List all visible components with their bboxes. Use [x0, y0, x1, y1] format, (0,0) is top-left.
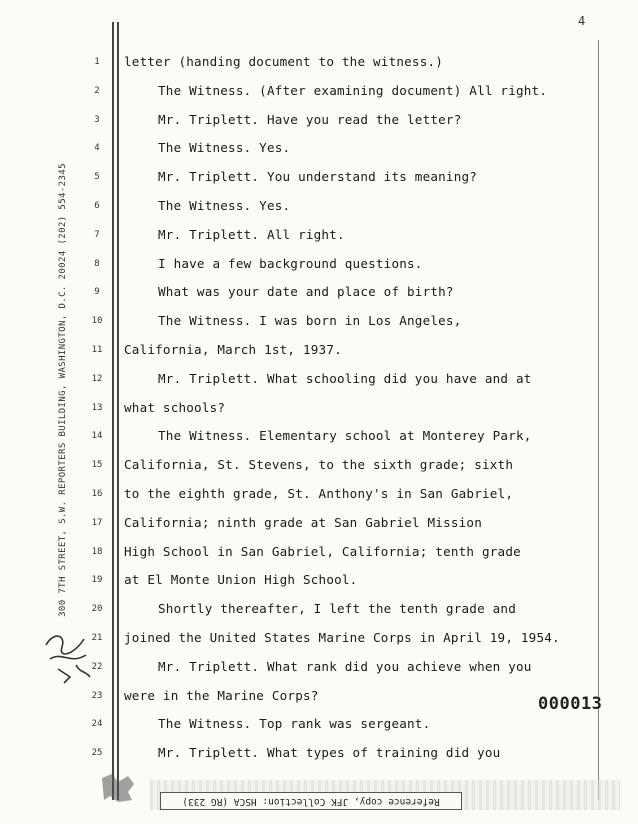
- transcript-line: [0, 192, 638, 221]
- line-number: 4: [94, 143, 100, 154]
- line-text: The Witness. Top rank was sergeant.: [158, 716, 431, 732]
- page-number: 4: [578, 14, 586, 28]
- transcript-line: [0, 451, 638, 480]
- line-text: what schools?: [124, 399, 226, 415]
- reporter-address: 300 7TH STREET, S.W. REPORTERS BUILDING, WASHINGTON, D.C. 20024 (202) 554-2345: [58, 163, 68, 617]
- line-text: California, St. Stevens, to the sixth grade; sixth: [124, 457, 514, 473]
- line-text: Mr. Triplett. What types of training did you: [158, 745, 501, 761]
- line-number: 13: [91, 402, 103, 413]
- transcript-line: [0, 106, 638, 135]
- line-number: 11: [91, 344, 103, 355]
- line-text: California, March 1st, 1937.: [124, 341, 342, 357]
- scan-smudge-icon: [98, 770, 138, 806]
- line-number: 20: [91, 604, 103, 615]
- line-text: Mr. Triplett. You understand its meaning?: [158, 169, 478, 185]
- line-number: 2: [94, 85, 100, 96]
- transcript-line: [0, 250, 638, 279]
- transcript-line: [0, 48, 638, 77]
- line-number: 3: [94, 114, 100, 125]
- transcript-line: [0, 134, 638, 163]
- line-text: Mr. Triplett. What rank did you achieve when you: [158, 658, 532, 674]
- line-number: 25: [91, 748, 103, 759]
- reference-copy-label: [160, 792, 462, 810]
- line-text: High School in San Gabriel, California; tenth grade: [124, 543, 521, 559]
- line-number: 22: [91, 661, 103, 672]
- transcript-line: [0, 77, 638, 106]
- line-text: The Witness. Elementary school at Monterey Park,: [158, 428, 532, 444]
- transcript-line: [0, 394, 638, 423]
- line-text: Mr. Triplett. All right.: [158, 226, 345, 242]
- line-number: 12: [91, 373, 103, 384]
- line-number: 23: [91, 690, 103, 701]
- line-text: were in the Marine Corps?: [124, 687, 319, 703]
- line-number: 8: [94, 258, 100, 269]
- line-number: 24: [91, 719, 103, 730]
- line-number: 14: [91, 431, 103, 442]
- document-stamp: 000013: [538, 694, 603, 714]
- transcript-line: [0, 509, 638, 538]
- transcript-line: [0, 336, 638, 365]
- line-number: 10: [91, 316, 103, 327]
- transcript-line: [0, 566, 638, 595]
- transcript-line: [0, 365, 638, 394]
- line-number: 19: [91, 575, 103, 586]
- reference-copy-text: Reference copy, JFK Collection: HSCA (RG 233): [182, 796, 440, 807]
- line-number: 17: [91, 517, 103, 528]
- line-number: 7: [94, 229, 100, 240]
- transcript-line: [0, 163, 638, 192]
- transcript-line: [0, 278, 638, 307]
- line-number: 6: [94, 200, 100, 211]
- line-text: at El Monte Union High School.: [124, 572, 358, 588]
- line-text: Mr. Triplett. Have you read the letter?: [158, 111, 462, 127]
- transcript-line: [0, 538, 638, 567]
- transcript-line: [0, 307, 638, 336]
- line-number: 9: [94, 287, 100, 298]
- line-number: 16: [91, 488, 103, 499]
- line-text: The Witness. (After examining document) All right.: [158, 82, 548, 98]
- line-text: joined the United States Marine Corps in April 19, 1954.: [124, 629, 560, 645]
- transcript-line: [0, 422, 638, 451]
- handwritten-mark-icon: [40, 625, 96, 685]
- line-number: 21: [91, 632, 103, 643]
- line-text: The Witness. Yes.: [158, 197, 291, 213]
- line-number: 18: [91, 546, 103, 557]
- line-number: 1: [94, 57, 100, 67]
- transcript-line: [0, 710, 638, 739]
- line-text: to the eighth grade, St. Anthony's in San Gabriel,: [124, 485, 514, 501]
- line-text: Shortly thereafter, I left the tenth grade and: [158, 601, 516, 617]
- transcript-line: [0, 739, 638, 768]
- line-text: What was your date and place of birth?: [158, 284, 454, 300]
- line-number: 5: [94, 172, 100, 183]
- transcript-line: [0, 595, 638, 624]
- line-text: Mr. Triplett. What schooling did you have and at: [158, 370, 532, 386]
- line-number: 15: [91, 460, 103, 471]
- line-text: I have a few background questions.: [158, 255, 423, 271]
- line-text: letter (handing document to the witness.): [124, 54, 444, 69]
- line-text: The Witness. Yes.: [158, 140, 291, 156]
- transcript-line: [0, 480, 638, 509]
- line-text: The Witness. I was born in Los Angeles,: [158, 313, 462, 329]
- transcript-line: [0, 221, 638, 250]
- line-text: California; ninth grade at San Gabriel Mission: [124, 514, 482, 530]
